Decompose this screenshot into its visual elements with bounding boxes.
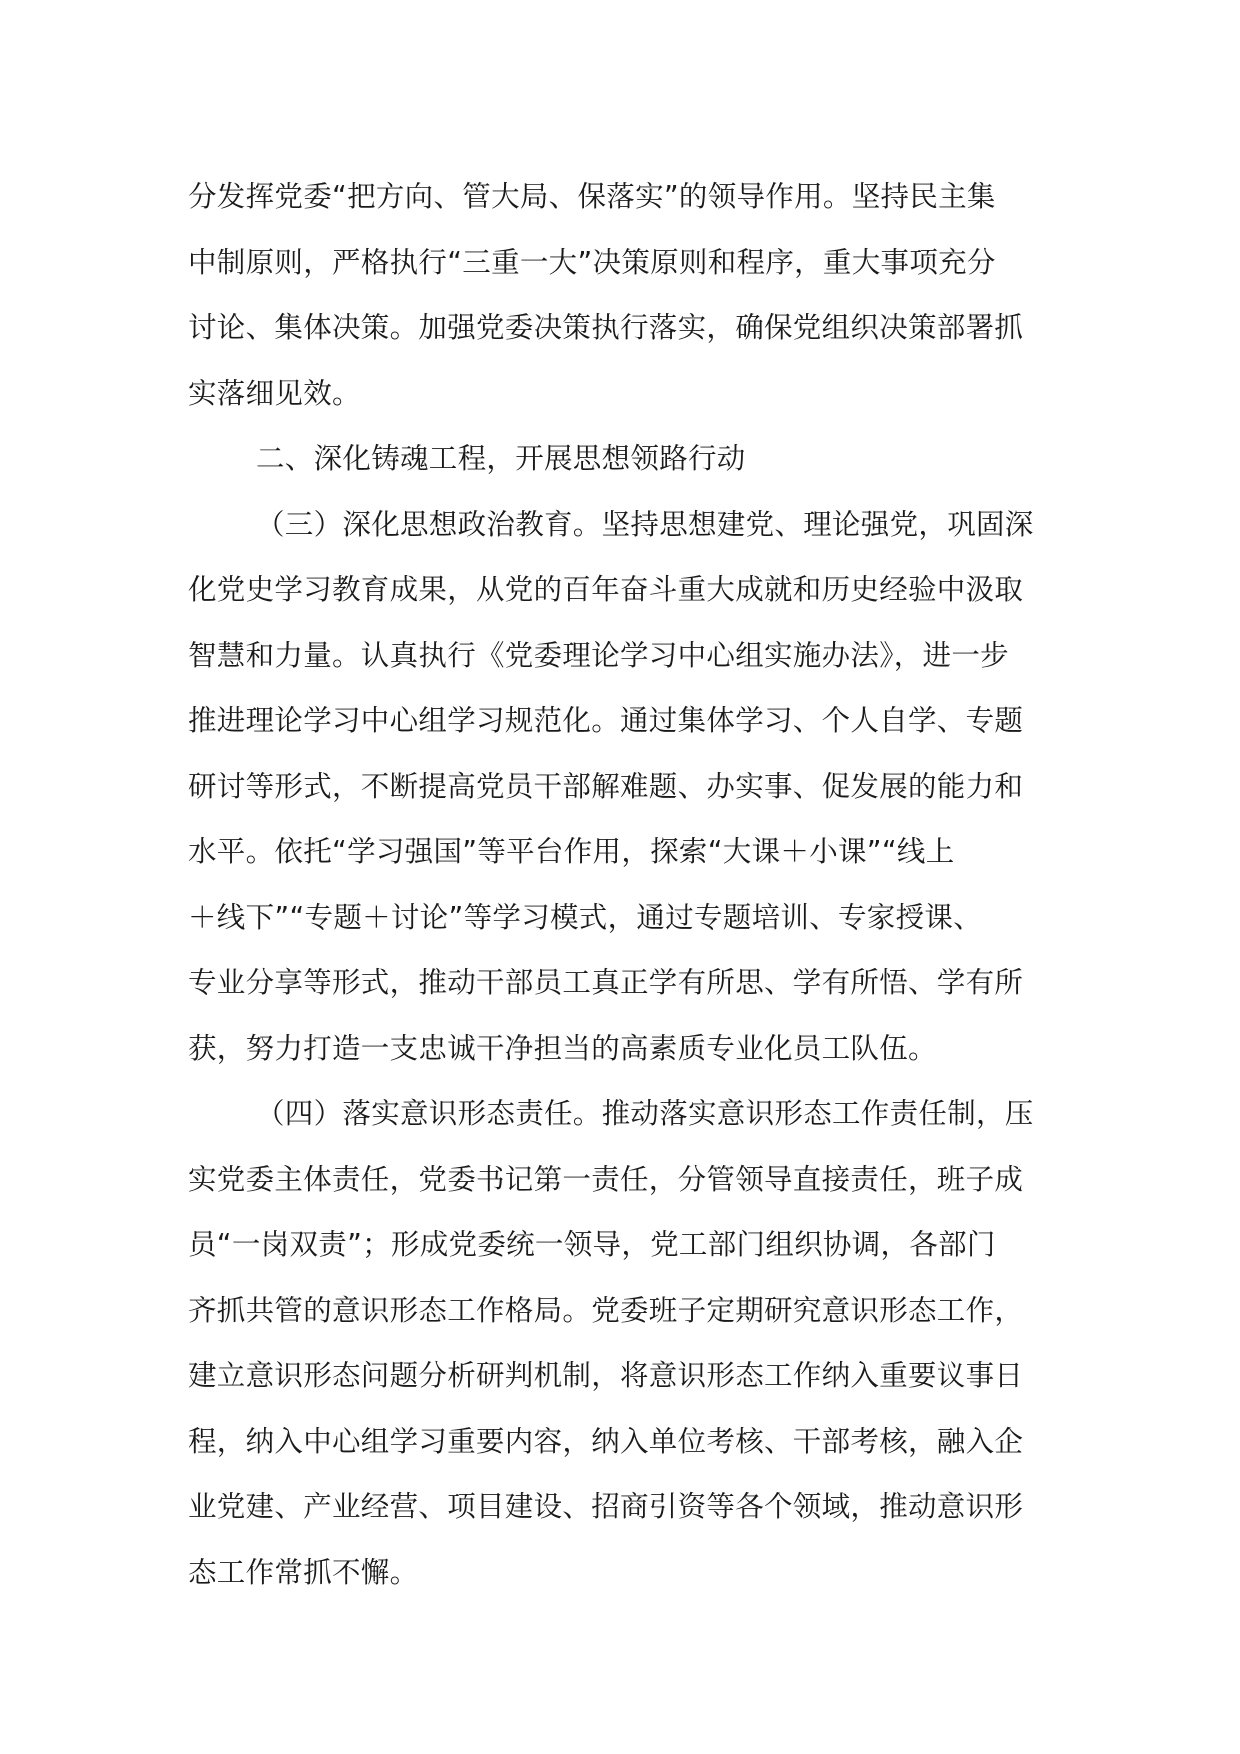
text-line: 智慧和力量。认真执行《党委理论学习中心组实施办法》，进一步 xyxy=(188,638,1009,672)
text-line: 员“一岗双责”；形成党委统一领导，党工部门组织协调，各部门 xyxy=(188,1228,996,1261)
text-line: 齐抓共管的意识形态工作格局。党委班子定期研究意识形态工作， xyxy=(188,1293,1024,1327)
text-line: 水平。依托“学习强国”等平台作用，探索“大课＋小课”“线上 xyxy=(188,835,955,868)
text-line: 讨论、集体决策。加强党委决策执行落实，确保党组织决策部署抓 xyxy=(188,311,1024,344)
text-line: （三）深化思想政治教育。坚持思想建党、理论强党，巩固深 xyxy=(256,507,1034,541)
text-line: （四）落实意识形态责任。推动落实意识形态工作责任制，压 xyxy=(256,1097,1034,1130)
text-line: 二、深化铸魂工程，开展思想领路行动 xyxy=(256,442,746,475)
text-line: 态工作常抓不懈。 xyxy=(188,1555,419,1589)
text-line: 推进理论学习中心组学习规范化。通过集体学习、个人自学、专题 xyxy=(188,704,1024,737)
text-line: ＋线下”“专题＋讨论”等学习模式，通过专题培训、专家授课、 xyxy=(188,900,982,934)
text-line: 专业分享等形式，推动干部员工真正学有所思、学有所悟、学有所 xyxy=(188,966,1024,999)
text-line: 中制原则，严格执行“三重一大”决策原则和程序，重大事项充分 xyxy=(188,245,996,279)
document-body xyxy=(188,164,1048,1605)
text-line: 研讨等形式，不断提高党员干部解难题、办实事、促发展的能力和 xyxy=(188,769,1024,803)
text-line: 建立意识形态问题分析研判机制，将意识形态工作纳入重要议事日 xyxy=(188,1359,1024,1392)
text-line: 获，努力打造一支忠诚干净担当的高素质专业化员工队伍。 xyxy=(188,1031,937,1065)
text-line: 分发挥党委“把方向、管大局、保落实”的领导作用。坚持民主集 xyxy=(188,180,996,213)
text-line: 化党史学习教育成果，从党的百年奋斗重大成就和历史经验中汲取 xyxy=(188,573,1024,606)
text-line: 实党委主体责任，党委书记第一责任，分管领导直接责任，班子成 xyxy=(188,1162,1024,1196)
text-line: 程，纳入中心组学习重要内容，纳入单位考核、干部考核，融入企 xyxy=(188,1424,1024,1458)
text-line: 实落细见效。 xyxy=(188,376,361,410)
text-line: 业党建、产业经营、项目建设、招商引资等各个领域，推动意识形 xyxy=(188,1490,1024,1523)
